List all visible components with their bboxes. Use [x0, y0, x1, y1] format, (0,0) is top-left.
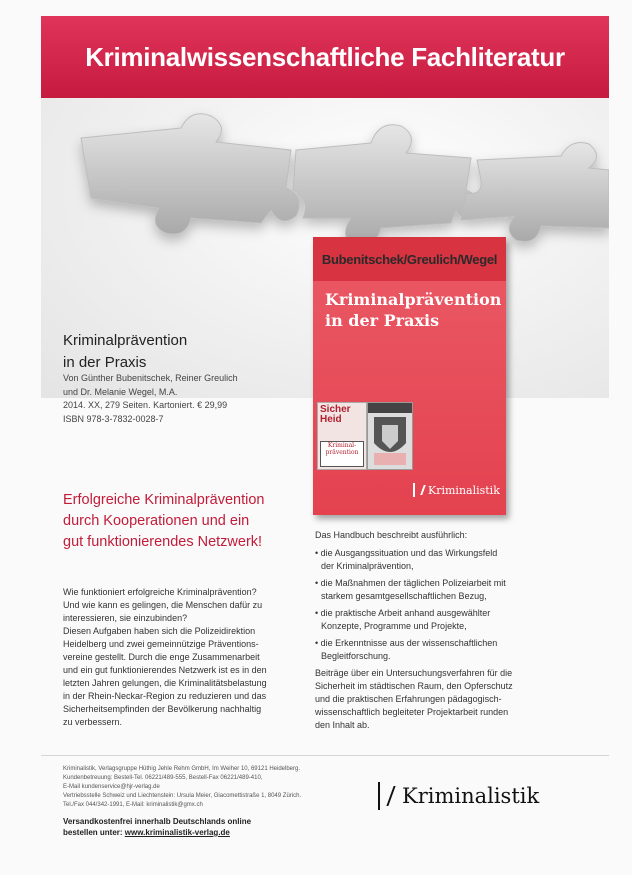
kriminalistik-logo-icon	[413, 483, 425, 497]
body-line: Diesen Aufgaben haben sich die Polizeidirektion	[63, 626, 256, 636]
description-bullets	[315, 547, 595, 667]
bullet-line: Begleitforschung.	[321, 651, 391, 661]
body-line: Wie funktioniert erfolgreiche Kriminalprävention?	[63, 587, 257, 597]
book-detail-line: Von Günther Bubenitschek, Reiner Greulich	[63, 373, 238, 383]
kriminalistik-logo-icon	[378, 782, 394, 810]
contact-line: E-Mail kundenservice@hjr-verlag.de	[63, 784, 160, 790]
book-cover-authors: Bubenitschek/Greulich/Wegel	[313, 237, 506, 281]
crest-graphic	[368, 403, 412, 469]
badge-subtext: Kriminal- prävention	[320, 441, 364, 467]
crest-icon	[367, 402, 413, 470]
bullet-line: Konzepte, Programme und Projekte,	[321, 621, 467, 631]
order-online-note	[63, 816, 251, 838]
badge-line: Sicher	[320, 404, 351, 415]
bullet-item	[315, 577, 595, 603]
body-line: Heidelberg und zwei gemeinnützige Präventions-	[63, 639, 259, 649]
description-outro	[315, 667, 585, 732]
headline-line: durch Kooperationen und ein	[63, 513, 250, 529]
book-title	[63, 330, 187, 374]
banner-title: Kriminalwissenschaftliche Fachliteratur	[85, 41, 565, 72]
body-line: Und wie kann es gelingen, die Menschen dafür zu	[63, 600, 263, 610]
order-prefix: bestellen unter:	[63, 828, 125, 837]
order-line: Versandkostenfrei innerhalb Deutschlands online	[63, 817, 252, 826]
body-text	[63, 586, 303, 729]
body-line: interessieren, sie einzubinden?	[63, 613, 188, 623]
logo-text: Kriminalistik	[402, 784, 540, 808]
bullet-line: der Kriminalprävention,	[321, 561, 414, 571]
book-cover-title-line: in der Praxis	[325, 311, 440, 330]
book-detail-line: ISBN 978-3-7832-0028-7	[63, 413, 164, 424]
body-line: Sicherheitsempfinden der Bevölkerung nachhaltig	[63, 704, 262, 714]
body-line: und ein gut funktionierendes Netzwerk ist es in den	[63, 665, 267, 675]
bullet-item	[315, 607, 595, 633]
book-detail-line: 2014. XX, 279 Seiten. Kartoniert. € 29,99	[63, 400, 228, 410]
bullet-line: • die praktische Arbeit anhand ausgewählter	[315, 608, 491, 618]
outro-line: Sicherheit im städtischen Raum, den Opferschutz	[315, 681, 513, 691]
contact-line: Vertriebsstelle Schweiz und Liechtenstein: Ursula Meier, Giacomettistraße 1, 8049 Zürich.	[63, 793, 302, 799]
bullet-line: • die Ausgangssituation und das Wirkungsfeld	[315, 548, 498, 558]
publisher-contact	[63, 765, 363, 810]
bullet-line: • die Maßnahmen der täglichen Polizeiarbeit mit	[315, 578, 506, 588]
body-line: letzten Jahren gelungen, die Kriminalitätsbelastung	[63, 678, 267, 688]
contact-line: Kriminalistik, Verlagsgruppe Hüthig Jehle Rehm GmbH, Im Weiher 10, 69121 Heidelberg.	[63, 766, 301, 772]
bullet-item	[315, 547, 595, 573]
headline-line: gut funktionierendes Netzwerk!	[63, 534, 263, 550]
headline	[63, 490, 265, 553]
body-line: in der Rhein-Neckar-Region zu reduzieren und das	[63, 691, 267, 701]
header-banner	[41, 16, 609, 98]
badge-line: Heid	[320, 414, 342, 425]
book-cover-image	[313, 237, 506, 515]
kriminalistik-logo	[378, 782, 539, 810]
book-cover-publisher-text: Kriminalistik	[428, 483, 500, 497]
publisher-website-link[interactable]: www.kriminalistik-verlag.de	[124, 828, 230, 837]
order-line	[63, 827, 251, 838]
outro-line: wissenschaftlich begleiteter Projektarbeit runden	[315, 707, 509, 717]
book-cover-publisher	[413, 483, 500, 497]
bullet-item	[315, 637, 595, 663]
outro-line: den Inhalt ab.	[315, 720, 370, 730]
headline-line: Erfolgreiche Kriminalprävention	[63, 492, 265, 508]
description-intro: Das Handbuch beschreibt ausführlich:	[315, 530, 468, 540]
body-line: vereine gestellt. Durch die enge Zusammenarbeit	[63, 652, 260, 662]
contact-line: Kundenbetreuung: Bestell-Tel. 06221/489-555, Bestell-Fax 06221/489-410,	[63, 775, 263, 781]
book-title-line: Kriminalprävention	[63, 332, 188, 349]
book-details	[63, 372, 238, 426]
badge-text	[320, 405, 351, 425]
sicher-heid-badge	[317, 402, 367, 470]
book-cover-title	[325, 289, 500, 331]
contact-line: Tel./Fax 044/342-1991, E-Mail: kriminalistik@gmx.ch	[63, 802, 203, 808]
outro-line: Beiträge über ein Untersuchungsverfahren für die	[315, 668, 513, 678]
bullet-line: • die Erkenntnisse aus der wissenschaftlichen	[315, 638, 498, 648]
bullet-line: starkem gesamtgesellschaftlichen Bezug,	[321, 591, 487, 601]
outro-line: und die praktischen Erfahrungen pädagogisch-	[315, 694, 502, 704]
book-detail-line: und Dr. Melanie Wegel, M.A.	[63, 386, 178, 397]
book-cover-title-line: Kriminalprävention	[325, 290, 502, 309]
book-title-line: in der Praxis	[63, 354, 147, 371]
footer-divider	[41, 755, 609, 756]
body-line: zu verbessern.	[63, 717, 123, 727]
